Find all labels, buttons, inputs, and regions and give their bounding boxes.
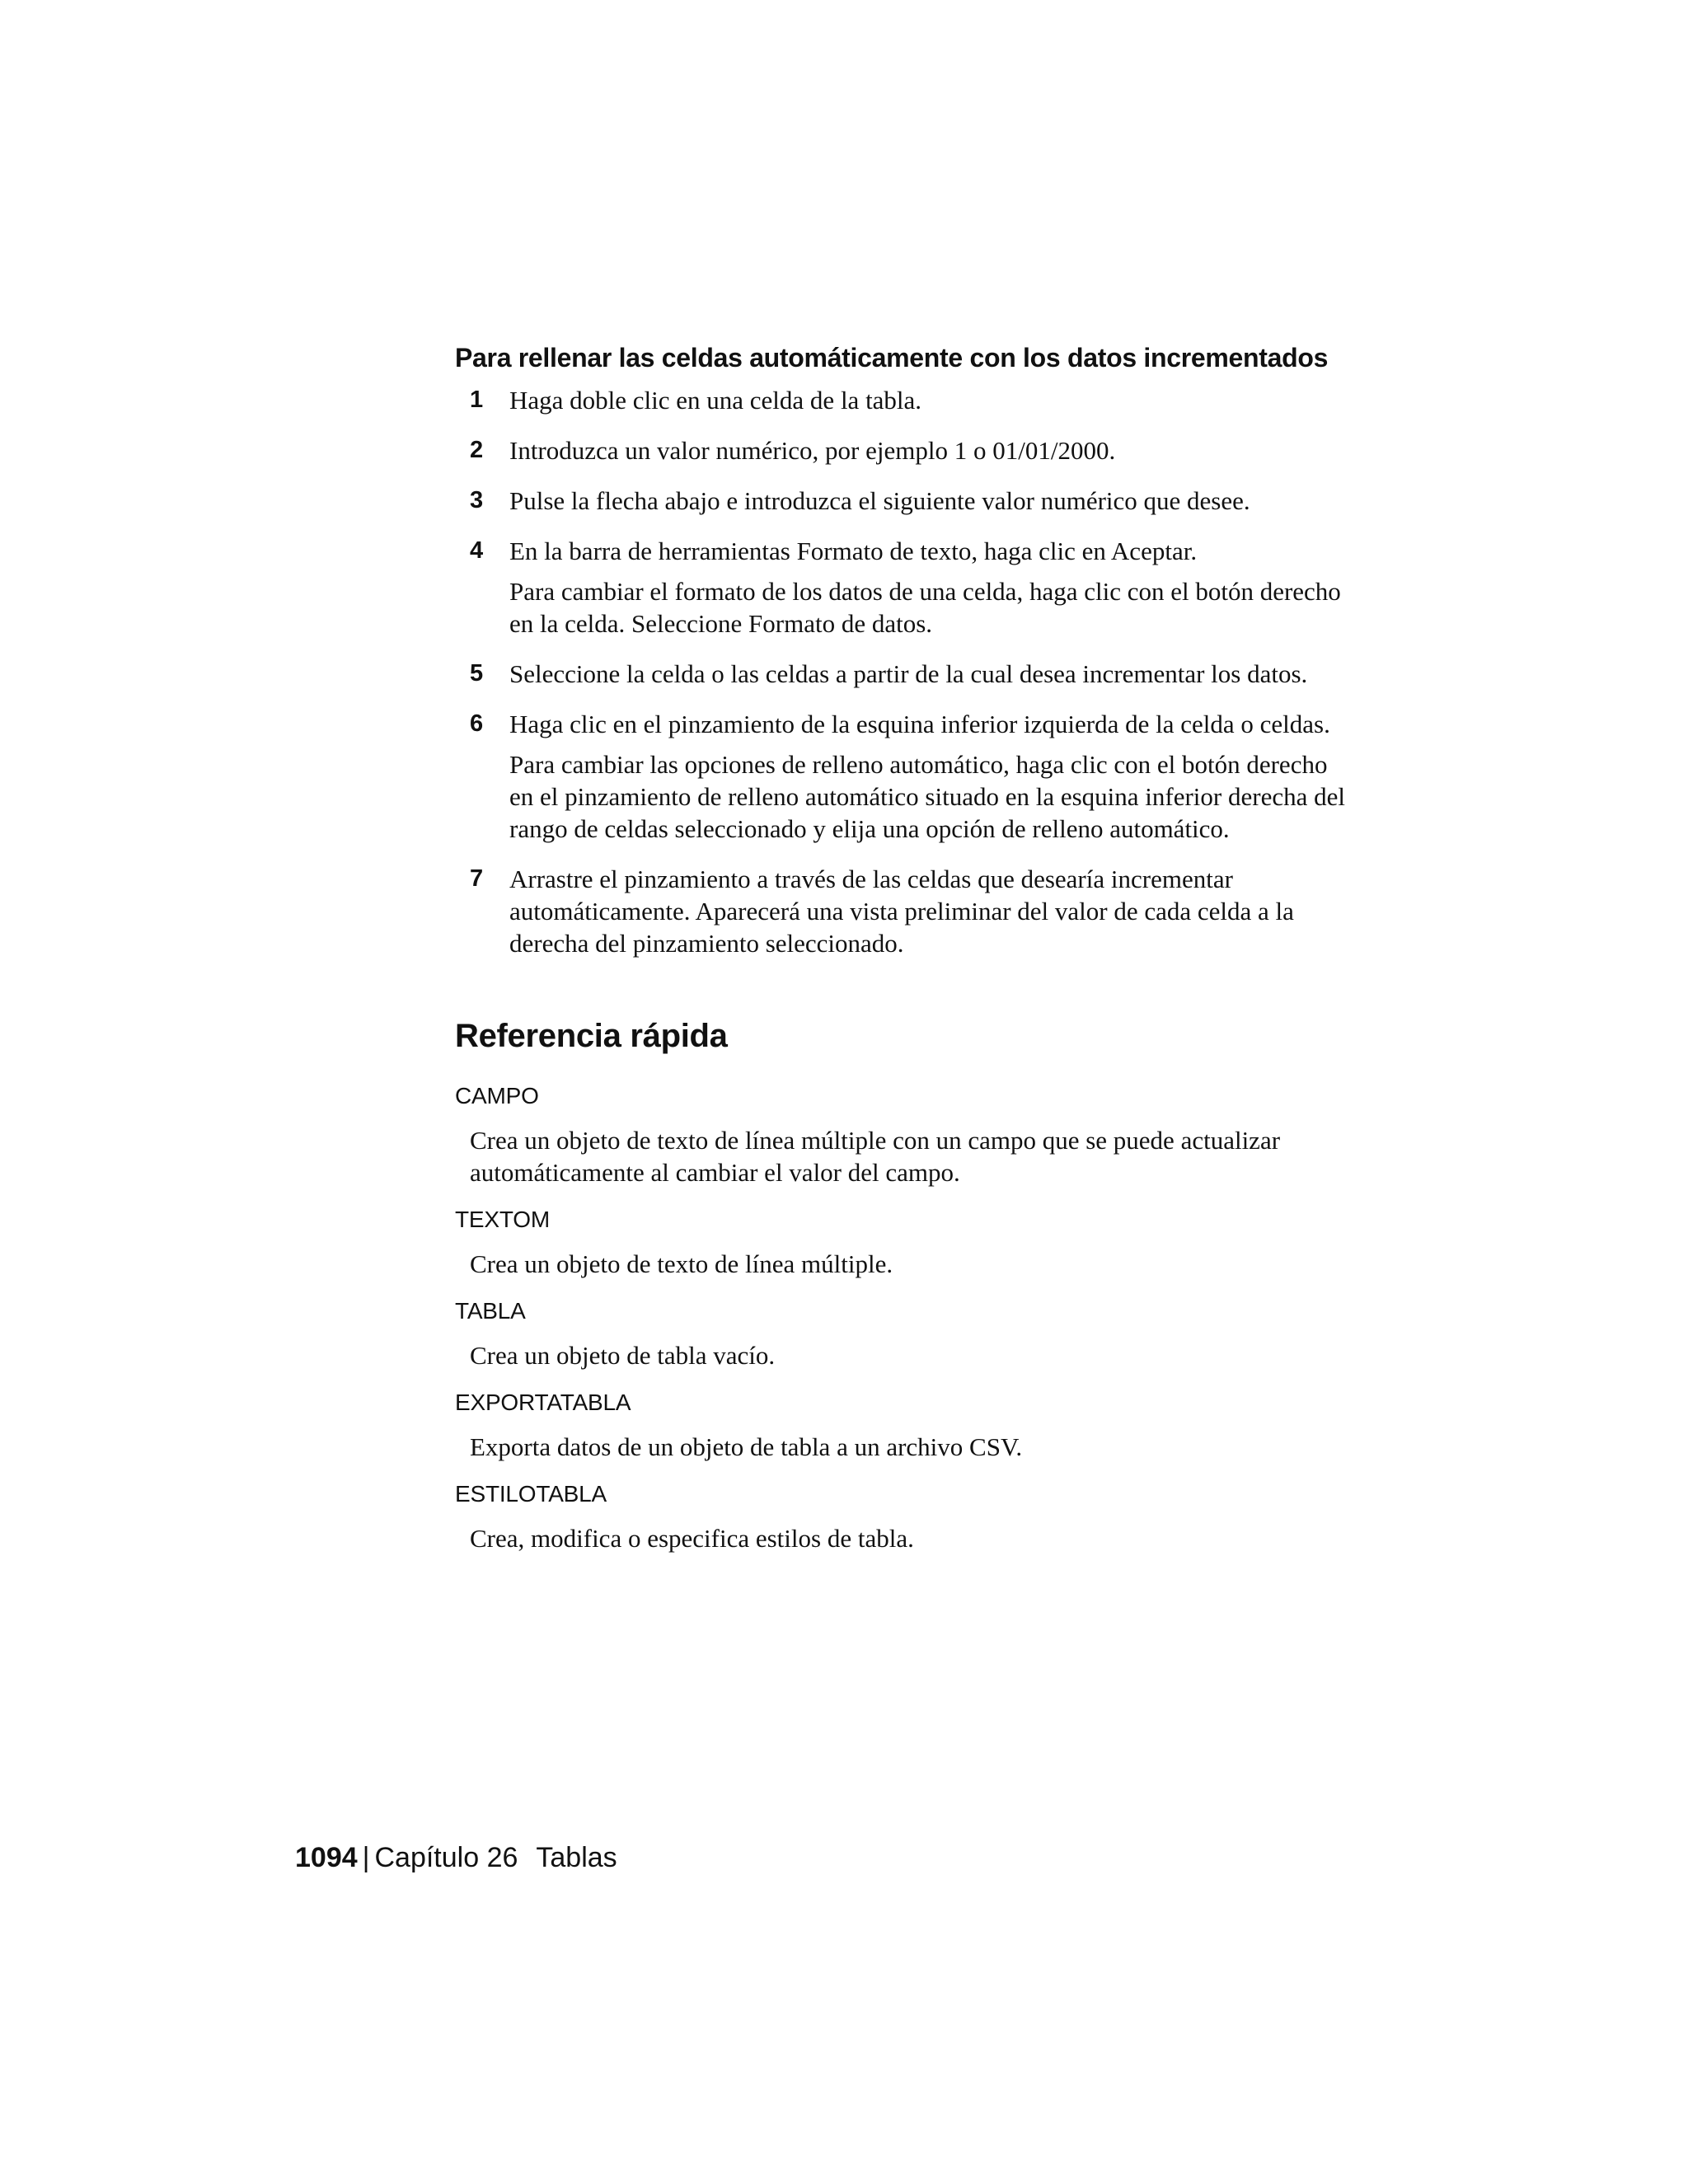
step-number: 2 <box>470 437 484 463</box>
step-number: 4 <box>470 537 484 564</box>
page-number: 1094 <box>295 1842 358 1873</box>
procedure-step <box>455 384 1345 416</box>
procedure-step <box>455 434 1345 466</box>
command-description: Crea un objeto de texto de línea múltiple con un campo que se puede actualizar automáticamente al cambiar el valor del campo. <box>470 1126 1281 1187</box>
step-text: Introduzca un valor numérico, por ejemplo 1 o 01/01/2000. <box>509 436 1116 465</box>
step-text: Pulse la flecha abajo e introduzca el siguiente valor numérico que desee. <box>509 486 1250 515</box>
procedure-step <box>455 485 1345 517</box>
step-text: Haga doble clic en una celda de la tabla. <box>509 386 922 415</box>
command-name: TEXTOM <box>455 1207 550 1232</box>
step-note: Para cambiar el formato de los datos de una celda, haga clic con el botón derecho en la celda. Seleccione Formato de datos. <box>509 577 1341 638</box>
step-number: 1 <box>470 387 484 413</box>
page-footer <box>295 1840 617 1876</box>
procedure-title: Para rellenar las celdas automáticamente con los datos incrementados <box>455 343 1329 373</box>
command-name: TABLA <box>455 1298 526 1324</box>
chapter-title: Tablas <box>536 1842 617 1873</box>
step-number: 7 <box>470 865 484 892</box>
procedure-steps <box>455 384 1345 959</box>
section-heading: Referencia rápida <box>455 1018 728 1054</box>
procedure-step <box>455 658 1345 690</box>
step-note: Para cambiar las opciones de relleno automático, haga clic con el botón derecho en el pinzamiento de relleno automático situado en la esquina inferior derecha del rango de celdas seleccionado y elija una opción de relleno automático. <box>509 750 1345 843</box>
step-number: 6 <box>470 710 484 737</box>
command-description: Crea un objeto de tabla vacío. <box>470 1341 776 1370</box>
command-name: CAMPO <box>455 1083 539 1108</box>
footer-separator: | <box>362 1842 370 1873</box>
step-text: Seleccione la celda o las celdas a partir de la cual desea incrementar los datos. <box>509 659 1308 688</box>
procedure-step <box>455 708 1345 845</box>
chapter-label: Capítulo 26 <box>374 1842 518 1873</box>
command-name: ESTILOTABLA <box>455 1481 607 1507</box>
step-text: Arrastre el pinzamiento a través de las celdas que desearía incrementar automáticamente. Aparecerá una vista preliminar del valor de cada celda a la derecha del pinzamiento seleccionado. <box>509 865 1294 958</box>
procedure-step <box>455 535 1345 640</box>
command-description: Crea, modifica o especifica estilos de tabla. <box>470 1524 914 1553</box>
command-name: EXPORTATABLA <box>455 1390 631 1415</box>
procedure-step <box>455 863 1345 959</box>
command-description: Crea un objeto de texto de línea múltiple. <box>470 1249 893 1278</box>
step-number: 3 <box>470 487 484 513</box>
step-number: 5 <box>470 660 484 687</box>
step-text: En la barra de herramientas Formato de texto, haga clic en Aceptar. <box>509 537 1198 565</box>
command-description: Exporta datos de un objeto de tabla a un archivo CSV. <box>470 1432 1023 1461</box>
command-list <box>455 1080 1345 1554</box>
step-text: Haga clic en el pinzamiento de la esquina inferior izquierda de la celda o celdas. <box>509 710 1330 738</box>
page-content <box>455 340 1345 1569</box>
